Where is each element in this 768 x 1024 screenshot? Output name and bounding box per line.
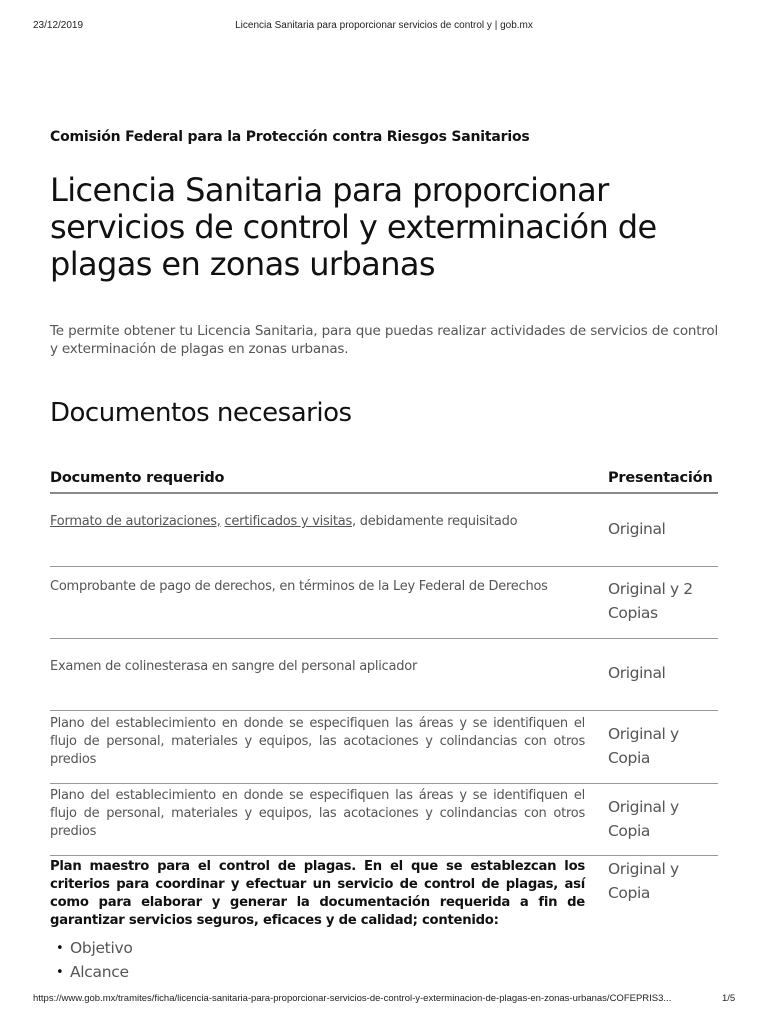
table-row-document: Plano del establecimiento en donde se especifiquen las áreas y se identifiquen el flujo de personal, materiales y equipos, las acotaciones y colindancias con otros predios <box>50 788 585 839</box>
page-number: 1/5 <box>722 993 736 1004</box>
row-divider <box>50 783 718 784</box>
print-date: 23/12/2019 <box>33 20 84 31</box>
presentation: Original y Copia <box>608 725 679 767</box>
table-row-document: Plan maestro para el control de plagas. En el que se establezcan los criterios para coordinar y efectuar un servicio de control de plagas, así como para elaborar y generar la documentación requerida a fin de garantizar servicios seguros, eficaces y de calidad; contenido: <box>50 859 585 928</box>
presentation: Original <box>608 520 666 538</box>
form-link[interactable]: Formato de autorizaciones, <box>50 514 221 529</box>
bullet-item: • Alcance <box>70 963 129 981</box>
description: Te permite obtener tu Licencia Sanitaria, para que puedas realizar actividades de servicios de control y exterminación de plagas en zonas urbanas. <box>50 323 718 357</box>
row-divider <box>50 710 718 711</box>
row-divider <box>50 855 718 856</box>
documents-heading: Documentos necesarios <box>50 398 352 428</box>
row-divider <box>50 566 718 567</box>
page-title: Licencia Sanitaria para proporcionar servicios de control y exterminación de plagas en zonas urbanas <box>50 171 657 283</box>
presentation: Original y 2 Copias <box>608 580 693 622</box>
table-row-document: Comprobante de pago de derechos, en términos de la Ley Federal de Derechos <box>50 579 548 594</box>
presentation: Original <box>608 664 666 682</box>
presentation: Original y Copia <box>608 860 679 902</box>
print-page-title: Licencia Sanitaria para proporcionar servicios de control y | gob.mx <box>235 20 533 31</box>
agency-name: Comisión Federal para la Protección contra Riesgos Sanitarios <box>50 129 530 145</box>
document-text: , debidamente requisitado <box>352 514 518 529</box>
table-row-document: Plano del establecimiento en donde se especifiquen las áreas y se identifiquen el flujo de personal, materiales y equipos, las acotaciones y colindancias con otros predios <box>50 716 585 767</box>
print-url: https://www.gob.mx/tramites/ficha/licencia-sanitaria-para-proporcionar-servicios-de-control-y-exterminacion-de-plagas-en-zonas-urbanas/COFEPRIS3... <box>33 993 672 1004</box>
bullet-item: • Objetivo <box>70 939 133 957</box>
table-row-document <box>50 513 585 531</box>
column-header-presentation: Presentación <box>608 470 713 486</box>
table-row-document: Examen de colinesterasa en sangre del personal aplicador <box>50 659 418 674</box>
row-divider <box>50 638 718 639</box>
column-header-document: Documento requerido <box>50 470 225 486</box>
presentation: Original y Copia <box>608 798 679 840</box>
header-divider <box>50 492 718 494</box>
form-link-cont[interactable]: certificados y visitas <box>224 514 352 529</box>
